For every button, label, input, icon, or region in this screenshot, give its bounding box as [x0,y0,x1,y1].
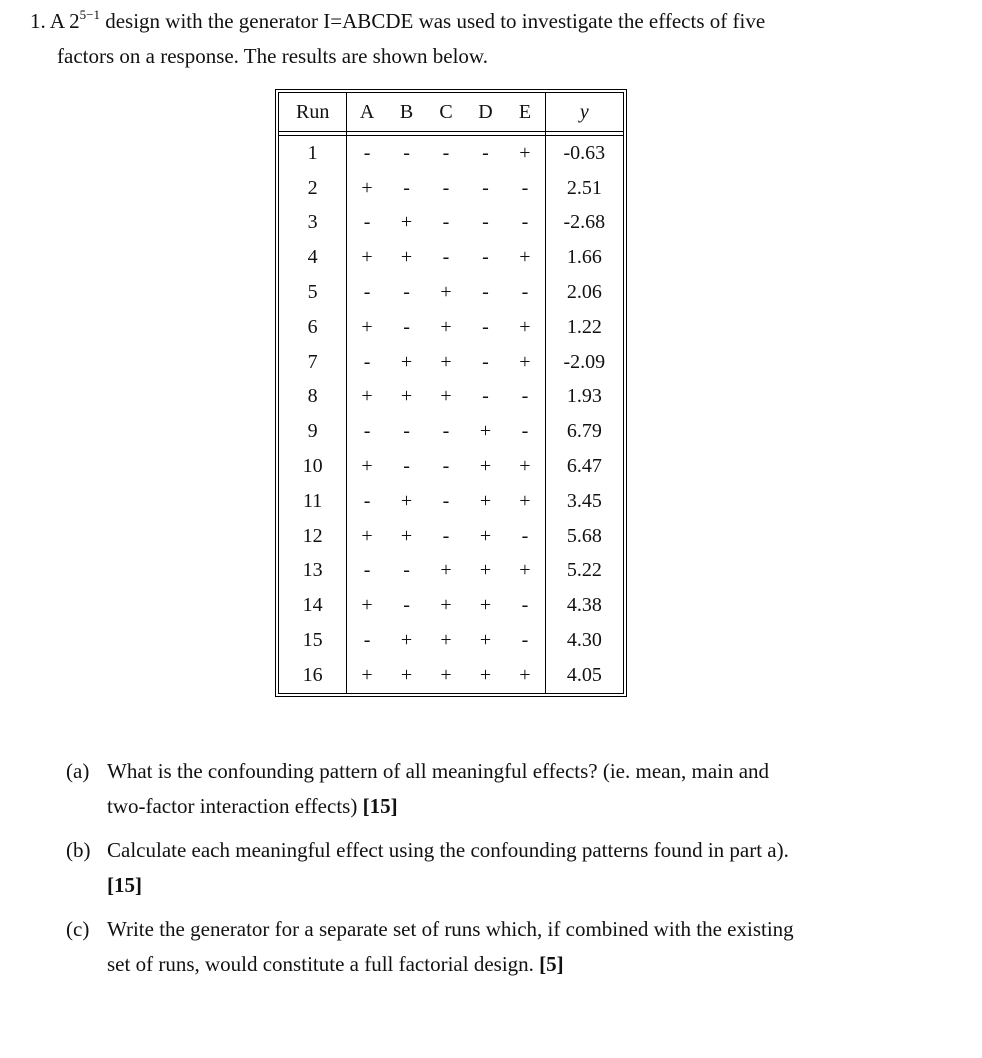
cell-run: 15 [279,623,347,658]
part-b [66,833,916,903]
cell-e: - [521,385,529,408]
cell-run: 11 [279,484,347,519]
part-b-points: [15] [107,873,142,897]
cell-b: - [403,141,410,164]
question-intro [30,4,930,74]
cell-run: 1 [279,136,347,171]
design-exponent: 5−1 [79,7,100,22]
cell-y: 2.51 [545,171,623,206]
cell-c: - [442,524,450,547]
cell-a: + [361,315,373,338]
part-a-points: [15] [362,794,398,818]
cell-d: + [479,455,492,478]
cell-y: 6.79 [545,414,623,449]
header-y: y [545,93,623,132]
part-c-line-2: set of runs, would constitute a full factorial design. [5] [107,952,564,976]
table-row [279,206,623,241]
table-row [279,136,623,171]
cell-c: + [440,315,452,338]
table-row [279,554,623,589]
table-row [279,519,623,554]
cell-b: + [400,385,413,408]
header-e: E [505,93,544,132]
cell-d: - [482,385,489,408]
cell-d: - [482,176,489,199]
cell-a: + [361,594,373,617]
cell-a: - [363,141,371,164]
cell-a: - [363,629,371,652]
cell-a: - [363,489,371,512]
cell-d: + [479,559,492,582]
cell-run: 4 [279,240,347,275]
cell-a: + [361,385,373,408]
cell-y: -2.68 [545,206,623,241]
part-a-line-1: What is the confounding pattern of all meaningful effects? (ie. mean, main and [107,759,770,783]
cell-d: + [479,663,492,686]
cell-e: + [519,246,531,269]
cell-c: + [440,594,452,617]
intro-line-1 [30,4,930,39]
cell-d: + [479,420,492,443]
cell-y: 1.22 [545,310,623,345]
table-row [279,275,623,310]
cell-e: - [521,281,529,304]
cell-b: - [403,315,410,338]
part-a [66,754,916,824]
part-c-line-1: Write the generator for a separate set of runs which, if combined with the existing [107,917,794,941]
cell-e: + [519,141,531,164]
cell-b: - [403,420,410,443]
cell-c: - [442,455,450,478]
cell-y: 1.93 [545,380,623,415]
cell-b: - [403,559,410,582]
table-row [279,449,623,484]
cell-b: + [400,246,413,269]
cell-run: 7 [279,345,347,380]
table-row [279,240,623,275]
cell-c: - [442,246,450,269]
cell-d: + [479,594,492,617]
cell-e: - [521,420,529,443]
cell-a: - [363,211,371,234]
cell-c: + [440,629,452,652]
table-row [279,658,623,693]
cell-c: - [442,489,450,512]
cell-c: - [442,420,450,443]
part-b-line-1: Calculate each meaningful effect using the confounding patterns found in part a). [107,838,789,862]
cell-e: + [519,315,531,338]
table-body [279,132,623,693]
cell-run: 6 [279,310,347,345]
cell-c: + [440,350,452,373]
cell-e: - [521,176,529,199]
cell-y: 1.66 [545,240,623,275]
cell-c: - [442,141,450,164]
cell-e: - [521,594,529,617]
cell-b: - [403,281,410,304]
cell-b: + [400,211,413,234]
cell-a: - [363,559,371,582]
cell-run: 12 [279,519,347,554]
table-row [279,345,623,380]
cell-d: + [479,524,492,547]
cell-c: + [440,281,452,304]
part-b-line-2 [107,868,916,903]
cell-b: + [400,350,413,373]
cell-e: + [519,663,531,686]
cell-a: - [363,281,371,304]
cell-y: 2.06 [545,275,623,310]
design-notation: A $2^{5-1}$ [49,7,100,33]
cell-run: 5 [279,275,347,310]
table-row [279,588,623,623]
question-parts [66,754,916,991]
cell-y: 3.45 [545,484,623,519]
header-row [279,93,623,132]
cell-c: + [440,559,452,582]
intro-line-2: factors on a response. The results are shown below. [57,44,488,68]
cell-d: + [479,629,492,652]
part-c-label: (c) [66,917,90,941]
question-number: 1. [30,9,46,33]
part-c-points: [5] [539,952,564,976]
cell-y: 4.05 [545,658,623,693]
table-row [279,623,623,658]
cell-b: - [403,594,410,617]
cell-run: 13 [279,554,347,589]
cell-d: - [482,246,489,269]
table-row [279,484,623,519]
cell-e: + [519,489,531,512]
cell-e: + [519,350,531,373]
cell-d: - [482,141,489,164]
cell-b: + [400,629,413,652]
cell-a: + [361,455,373,478]
header-d: D [466,93,505,132]
cell-c: - [442,176,450,199]
part-c [66,912,916,982]
cell-c: + [440,385,452,408]
cell-d: - [482,281,489,304]
cell-run: 9 [279,414,347,449]
cell-b: + [400,524,413,547]
header-run: Run [279,93,347,132]
part-b-label: (b) [66,838,91,862]
cell-e: - [521,524,529,547]
cell-e: + [519,559,531,582]
cell-d: - [482,350,489,373]
header-b: B [387,93,426,132]
cell-a: + [361,246,373,269]
cell-b: - [403,455,410,478]
cell-b: - [403,176,410,199]
cell-run: 10 [279,449,347,484]
header-a: A [347,93,386,132]
table-row [279,380,623,415]
cell-a: - [363,420,371,443]
table-row [279,414,623,449]
design-table-container [278,92,624,694]
cell-e: - [521,629,529,652]
cell-y: 4.38 [545,588,623,623]
design-table [278,92,624,694]
cell-b: + [400,489,413,512]
cell-e: - [521,211,529,234]
cell-c: - [442,211,450,234]
cell-y: 6.47 [545,449,623,484]
cell-run: 14 [279,588,347,623]
cell-y: -2.09 [545,345,623,380]
cell-d: - [482,211,489,234]
cell-a: + [361,176,373,199]
cell-y: 5.22 [545,554,623,589]
intro-text-1: design with the generator I=ABCDE was used to investigate the effects of five [99,9,766,33]
cell-d: + [479,489,492,512]
cell-y: 5.68 [545,519,623,554]
cell-y: -0.63 [545,136,623,171]
part-a-label: (a) [66,759,90,783]
cell-c: + [440,663,452,686]
cell-run: 16 [279,658,347,693]
cell-run: 8 [279,380,347,415]
cell-run: 3 [279,206,347,241]
cell-a: + [361,663,373,686]
table-row [279,310,623,345]
cell-a: - [363,350,371,373]
part-a-line-2: two-factor interaction effects) [15] [107,794,398,818]
table-row [279,171,623,206]
cell-a: + [361,524,373,547]
header-c: C [426,93,465,132]
cell-b: + [400,663,413,686]
cell-y: 4.30 [545,623,623,658]
cell-d: - [482,315,489,338]
cell-e: + [519,455,531,478]
cell-run: 2 [279,171,347,206]
